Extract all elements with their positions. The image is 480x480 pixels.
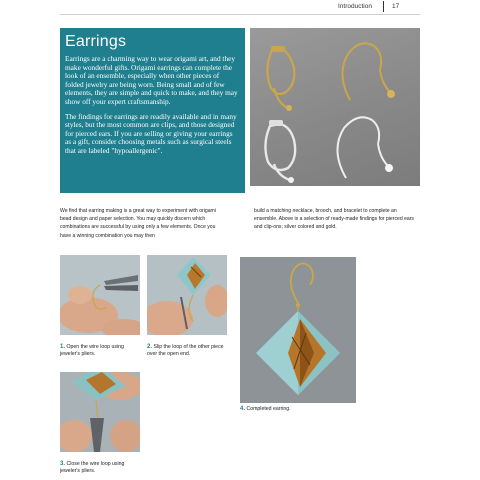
page-number: 17 [392,3,400,10]
step-3-photo [60,372,140,452]
earring-findings-photo [250,28,420,186]
caption-text: Completed earring. [246,406,291,412]
caption-number: 1. [60,344,66,350]
caption-number: 3. [60,461,66,467]
intro-paragraph-2: The findings for earrings are readily available and in many styles, but the most common are clips, and those designed for pierced ears. If you are selling or giving your earrings as a gift, consider choosing metals such as surgical steels that are labeled "hypoallergenic". [65,111,237,155]
caption-number: 2. [147,344,153,350]
intro-paragraph-1: Earrings are a charming way to wear origami art, and they make wonderful gifts. Origami earrings can complete the look of an ensemble, especially when other pieces of folded jewelry are being worn. Being small and of few elements, they are simple and quick to make, and they may show off your expert craftsmanship. [65,54,238,106]
caption-step-1 [60,344,140,358]
caption-step-3 [60,461,140,475]
running-head [338,3,400,10]
body-text-right: build a matching necklace, brooch, and bracelet to complete an ensemble. Above is a selection of ready-made findings for pierced ears and clip-ons; silver colored and gold. [254,208,414,231]
step-2-photo [147,255,227,335]
caption-step-4 [240,406,350,413]
caption-step-2 [147,344,229,358]
body-text-left: We find that earring making is a great way to experiment with origami bead design and paper selection. You may quickly discern which combinations are successful by using only a few elements. Once you have a winning combination you may then [60,208,216,239]
caption-text: Open the wire loop using jeweler's pliers. [60,344,124,358]
completed-earring-photo [240,257,356,403]
caption-text: Close the wire loop using jeweler's pliers. [60,461,125,475]
running-head-divider [383,1,384,12]
step-1-photo [60,255,140,335]
section-title: Earrings [65,33,127,50]
caption-text: Slip the loop of the other piece over the open end. [147,344,224,358]
header-rule [60,14,420,15]
intro-panel [60,28,245,193]
caption-number: 4. [240,406,246,412]
running-head-section: Introduction [338,3,372,10]
